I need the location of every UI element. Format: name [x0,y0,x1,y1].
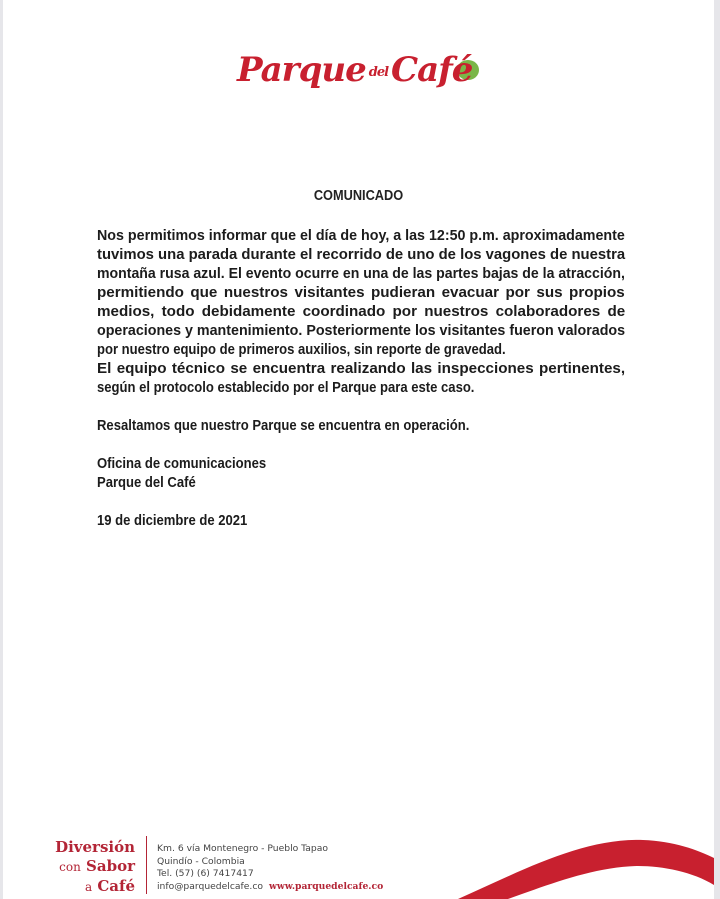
slogan-line-3 [47,877,135,897]
footer-address: Km. 6 vía Montenegro - Pueblo Tapao [157,843,328,854]
paragraph-line: Nos permitimos informar que el día de hoy, a las 12:50 p.m. aproximadamente [97,227,625,244]
paragraph-line: según el protocolo establecido por el Parque para este caso. [97,379,475,396]
paragraph-3 [97,416,625,435]
paragraph-1 [97,226,625,359]
document-date: 19 de diciembre de 2021 [97,512,248,529]
logo-text-small: del [368,64,389,80]
footer-email[interactable]: info@parquedelcafe.co [157,880,264,892]
paragraph-2 [97,359,625,397]
paragraph-line: tuvimos una parada durante el recorrido de uno de los vagones de nuestra [97,246,626,263]
footer-region: Quindío - Colombia [157,855,245,867]
paragraph-line: por nuestro equipo de primeros auxilios, sin reporte de gravedad. [97,341,506,358]
document-title: COMUNICADO [313,188,404,204]
paragraph-line: Resaltamos que nuestro Parque se encuentra en operación. [97,417,470,434]
slogan-line-2-main: Sabor [86,857,135,875]
footer-divider [146,836,147,894]
signature-organization: Parque del Café [97,474,196,491]
slogan-line-2-small: con [59,860,81,874]
paragraph-line: medios, todo debidamente coordinado por nuestros colaboradores de [97,303,626,320]
date-block [97,511,625,530]
logo-text-main: Parque [237,50,366,90]
signature-office: Oficina de comunicaciones [97,455,267,472]
paragraph-line: El equipo técnico se encuentra realizando las inspecciones pertinentes, [97,360,626,377]
document-body [97,226,625,530]
footer-website[interactable]: www.parquedelcafe.co [269,880,384,892]
slogan-line-1: Diversión [55,838,135,856]
paragraph-line: operaciones y mantenimiento. Posteriormente los visitantes fueron valorados [97,322,626,339]
logo-wordmark [237,50,472,90]
signature-block [97,454,625,492]
parque-del-cafe-logo [235,48,495,104]
footer-phone: Tel. (57) (6) 7417417 [157,868,254,879]
footer-slogan [47,838,135,897]
paragraph-line: montaña rusa azul. El evento ocurre en una de las partes bajas de la atracción, [97,265,625,282]
slogan-line-3-small: a [84,880,93,894]
slogan-line-3-main: Café [97,877,135,895]
footer-contact-info [157,843,383,893]
document-page [3,0,714,899]
slogan-line-2 [47,857,135,877]
paragraph-line: permitiendo que nuestros visitantes pudieran evacuar por sus propios [97,284,625,301]
logo-text-end: Café [391,50,473,90]
